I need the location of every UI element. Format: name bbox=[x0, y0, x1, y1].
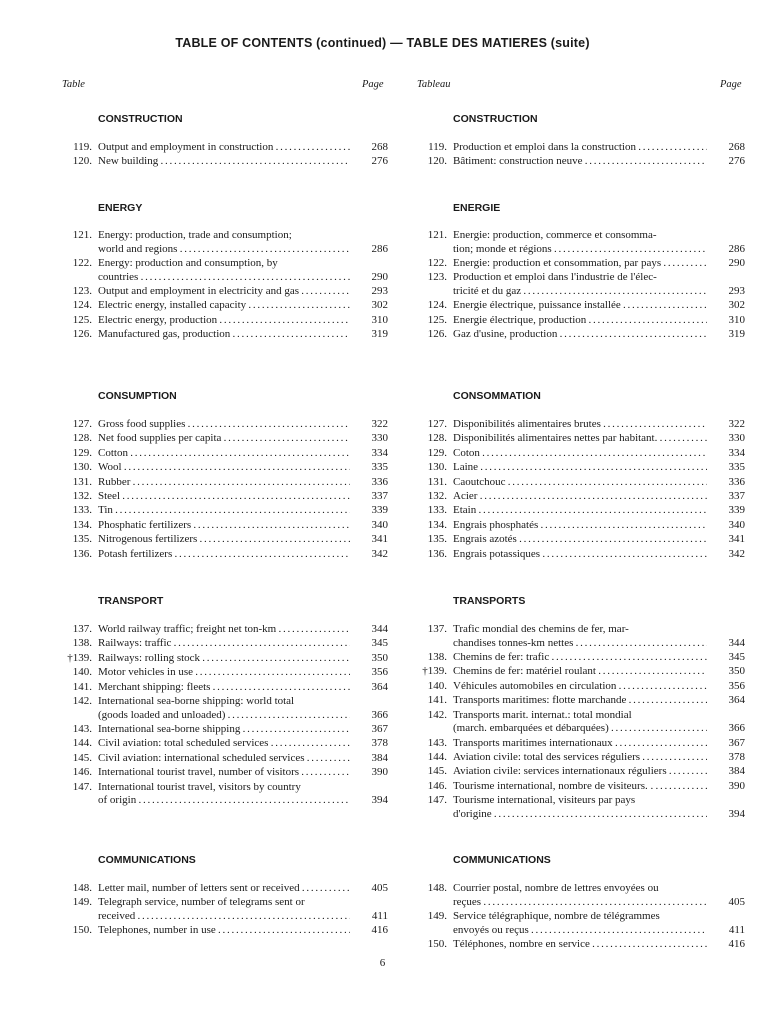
entry-title-line: Electric energy, installed capacity . . . bbox=[98, 299, 350, 313]
toc-entry[interactable] bbox=[417, 694, 745, 708]
entry-list bbox=[417, 623, 745, 822]
entry-title-line: Nitrogenous fertilizers . . . bbox=[98, 533, 350, 547]
entry-title-line: Production et emploi dans la construction . . . bbox=[453, 141, 707, 155]
toc-entry[interactable] bbox=[417, 533, 745, 547]
table-number: 144. bbox=[72, 737, 92, 750]
page-ref: 339 bbox=[728, 504, 745, 517]
entry-title-line: Aviation civile: services internationaux réguliers . . . bbox=[453, 765, 707, 779]
page-ref: 335 bbox=[728, 461, 745, 474]
toc-entry[interactable] bbox=[417, 751, 745, 765]
entry-title-line: Output and employment in construction . . . bbox=[98, 141, 350, 155]
table-number: 127. bbox=[427, 418, 447, 430]
page-ref: 290 bbox=[371, 270, 388, 283]
page-ref: 340 bbox=[371, 518, 388, 531]
toc-entry[interactable] bbox=[62, 314, 388, 328]
entry-list bbox=[417, 882, 745, 952]
table-number: 143. bbox=[72, 722, 92, 735]
table-number: 138. bbox=[427, 650, 447, 663]
table-number: 148. bbox=[427, 882, 447, 894]
table-number: 120. bbox=[72, 155, 92, 168]
page-ref: 339 bbox=[371, 504, 388, 517]
entry-title-line: Trafic mondial des chemins de fer, mar- bbox=[453, 623, 629, 635]
table-number: 145. bbox=[72, 751, 92, 764]
entry-title-line: reçues . . . bbox=[453, 896, 707, 910]
page-ref: 384 bbox=[371, 751, 388, 764]
entry-title-line: Transports maritimes: flotte marchande . . . bbox=[453, 694, 707, 708]
toc-entry[interactable] bbox=[62, 447, 388, 461]
entry-title-line: Telephones, number in use . . . bbox=[98, 924, 350, 938]
toc-entry[interactable] bbox=[417, 418, 745, 432]
page-ref: 310 bbox=[728, 313, 745, 326]
page-ref: 268 bbox=[728, 141, 745, 153]
toc-entry[interactable] bbox=[62, 229, 388, 256]
table-number: 130. bbox=[72, 461, 92, 474]
table-number: 145. bbox=[427, 765, 447, 778]
section-heading: COMMUNICATIONS bbox=[98, 854, 196, 866]
page-ref: 302 bbox=[728, 299, 745, 312]
entry-title-line: New building . . . bbox=[98, 155, 350, 169]
entry-title-line: tion; monde et régions . . . bbox=[453, 243, 707, 257]
section-heading: COMMUNICATIONS bbox=[453, 854, 551, 866]
page-ref: 367 bbox=[728, 736, 745, 749]
entry-title-line: Electric energy, production . . . bbox=[98, 314, 350, 328]
table-number: 146. bbox=[427, 779, 447, 792]
page-ref: 394 bbox=[371, 794, 388, 807]
toc-entry[interactable] bbox=[62, 490, 388, 504]
page-ref: 319 bbox=[371, 328, 388, 341]
table-number: 137. bbox=[72, 623, 92, 635]
page-ref: 290 bbox=[728, 256, 745, 269]
entry-title-line: tricité et du gaz . . . bbox=[453, 285, 707, 299]
page-ref: 378 bbox=[728, 750, 745, 763]
page-ref: 341 bbox=[728, 533, 745, 546]
entry-title-line: Courrier postal, nombre de lettres envoyées ou bbox=[453, 882, 659, 894]
entry-title-line: Transports maritimes internationaux . . . bbox=[453, 737, 707, 751]
entry-title-line: International sea-borne shipping . . . bbox=[98, 723, 350, 737]
table-number: 132. bbox=[72, 489, 92, 502]
page-ref: 411 bbox=[371, 909, 388, 922]
page-ref: 366 bbox=[728, 722, 745, 735]
entry-title-line: Railways: traffic . . . bbox=[98, 637, 350, 651]
toc-entry[interactable] bbox=[417, 737, 745, 751]
page-ref: 322 bbox=[371, 418, 388, 430]
table-number: 144. bbox=[427, 750, 447, 763]
toc-entry[interactable] bbox=[417, 548, 745, 562]
entry-title-line: Potash fertilizers . . . bbox=[98, 548, 350, 562]
page-ref: 302 bbox=[371, 299, 388, 312]
toc-entry[interactable] bbox=[417, 229, 745, 256]
entry-list bbox=[62, 882, 388, 939]
entry-title-line: Net food supplies per capita . . . bbox=[98, 432, 350, 446]
section-heading: ENERGY bbox=[98, 202, 143, 214]
entry-list bbox=[62, 229, 388, 343]
toc-entry[interactable] bbox=[62, 623, 388, 637]
toc-entry[interactable] bbox=[417, 504, 745, 518]
page-ref: 336 bbox=[728, 475, 745, 488]
toc-entry[interactable] bbox=[62, 882, 388, 896]
toc-entry[interactable] bbox=[62, 766, 388, 780]
toc-entry[interactable] bbox=[62, 896, 388, 923]
page-ref: 411 bbox=[728, 923, 745, 936]
entry-title-line: chandises tonnes-km nettes . . . bbox=[453, 637, 707, 651]
toc-entry[interactable] bbox=[417, 623, 745, 650]
page-ref: 334 bbox=[728, 446, 745, 459]
toc-entry[interactable] bbox=[62, 299, 388, 313]
page-ref: 364 bbox=[371, 680, 388, 693]
toc-entry[interactable] bbox=[417, 665, 745, 679]
entry-title-line: Civil aviation: total scheduled services . . . bbox=[98, 737, 350, 751]
page-ref: 276 bbox=[371, 155, 388, 168]
table-number: 133. bbox=[72, 504, 92, 517]
table-number: 132. bbox=[427, 489, 447, 502]
page-ref: 345 bbox=[371, 637, 388, 650]
table-number: 122. bbox=[72, 256, 92, 269]
entry-title-line: Energie électrique, production . . . bbox=[453, 314, 707, 328]
page-ref: 293 bbox=[371, 284, 388, 297]
toc-entry[interactable] bbox=[417, 910, 745, 937]
table-number: 140. bbox=[427, 679, 447, 692]
entry-title-line: world and regions . . . bbox=[98, 243, 350, 257]
table-number: 131. bbox=[427, 475, 447, 488]
entry-title-line: International tourist travel, visitors by country bbox=[98, 780, 301, 793]
table-number: 119. bbox=[73, 141, 92, 153]
page-ref: 342 bbox=[371, 547, 388, 560]
toc-entry[interactable] bbox=[417, 519, 745, 533]
entry-title-line: Energy: production and consumption, by bbox=[98, 256, 278, 269]
toc-entry[interactable] bbox=[417, 314, 745, 328]
toc-entry[interactable] bbox=[62, 328, 388, 342]
toc-entry[interactable] bbox=[62, 681, 388, 695]
table-number: 149. bbox=[427, 909, 447, 922]
page-ref: 416 bbox=[371, 924, 388, 937]
entry-title-line: Coton . . . bbox=[453, 447, 707, 461]
table-number: 126. bbox=[427, 328, 447, 341]
entry-title-line: Letter mail, number of letters sent or received . . . bbox=[98, 882, 350, 896]
table-number: 146. bbox=[72, 766, 92, 779]
page-ref: 344 bbox=[371, 623, 388, 635]
entry-title-line: Transports marit. internat.: total mondial bbox=[453, 708, 632, 721]
table-number: 150. bbox=[72, 924, 92, 937]
toc-entry[interactable] bbox=[62, 533, 388, 547]
entry-list bbox=[417, 418, 745, 562]
toc-entry[interactable] bbox=[62, 723, 388, 737]
entry-title-line: Acier . . . bbox=[453, 490, 707, 504]
entry-title-line: (goods loaded and unloaded) . . . bbox=[98, 709, 350, 723]
page-ref: 330 bbox=[371, 432, 388, 445]
table-number: 119. bbox=[428, 141, 447, 153]
page-ref: 268 bbox=[371, 141, 388, 153]
section-heading: TRANSPORT bbox=[98, 595, 164, 607]
page-ref: 394 bbox=[728, 807, 745, 820]
toc-entry[interactable] bbox=[417, 490, 745, 504]
toc-entry[interactable] bbox=[62, 476, 388, 490]
entry-title-line: Bâtiment: construction neuve . . . bbox=[453, 155, 707, 169]
table-number: †139. bbox=[422, 665, 447, 678]
entry-title-line: Rubber . . . bbox=[98, 476, 350, 490]
table-number: 149. bbox=[72, 896, 92, 909]
entry-title-line: Disponibilités alimentaires nettes par habitant. . . . bbox=[453, 432, 707, 446]
page-ref: 350 bbox=[371, 651, 388, 664]
page-ref: 276 bbox=[728, 155, 745, 168]
entry-title-line: Wool . . . bbox=[98, 461, 350, 475]
toc-entry[interactable] bbox=[417, 447, 745, 461]
table-number: 128. bbox=[72, 432, 92, 445]
table-number: 138. bbox=[72, 637, 92, 650]
page-ref: 367 bbox=[371, 722, 388, 735]
page-ref: 416 bbox=[728, 937, 745, 950]
toc-entry[interactable] bbox=[62, 548, 388, 562]
page-ref: 342 bbox=[728, 547, 745, 560]
toc-entry[interactable] bbox=[62, 432, 388, 446]
page-ref: 335 bbox=[371, 461, 388, 474]
page-ref: 378 bbox=[371, 737, 388, 750]
table-number: 131. bbox=[72, 475, 92, 488]
page-ref: 405 bbox=[728, 895, 745, 908]
toc-entry[interactable] bbox=[417, 680, 745, 694]
entry-title-line: Gross food supplies . . . bbox=[98, 418, 350, 432]
entry-list bbox=[62, 141, 388, 170]
table-number: 129. bbox=[72, 446, 92, 459]
entry-list bbox=[62, 418, 388, 562]
section-heading: ENERGIE bbox=[453, 202, 501, 214]
entry-title-line: Motor vehicles in use . . . bbox=[98, 666, 350, 680]
entry-title-line: Energie: production, commerce et consomma- bbox=[453, 229, 657, 241]
table-number: 127. bbox=[72, 418, 92, 430]
section-heading: CONSUMPTION bbox=[98, 390, 177, 402]
col-header-page-en: Page bbox=[362, 79, 384, 90]
page-ref: 340 bbox=[728, 518, 745, 531]
toc-entry[interactable] bbox=[62, 285, 388, 299]
toc-entry[interactable] bbox=[62, 924, 388, 938]
entry-title-line: Engrais azotés . . . bbox=[453, 533, 707, 547]
toc-entry[interactable] bbox=[417, 271, 745, 298]
toc-entry[interactable] bbox=[62, 637, 388, 651]
entry-title-line: Téléphones, nombre en service . . . bbox=[453, 938, 707, 952]
table-number: 134. bbox=[427, 518, 447, 531]
toc-entry[interactable] bbox=[62, 695, 388, 722]
toc-entry[interactable] bbox=[417, 794, 745, 821]
table-number: 133. bbox=[427, 504, 447, 517]
toc-entry[interactable] bbox=[417, 257, 745, 271]
section-heading: CONSTRUCTION bbox=[453, 113, 538, 125]
entry-title-line: International sea-borne shipping: world total bbox=[98, 694, 295, 707]
toc-entry[interactable] bbox=[417, 938, 745, 952]
entry-title-line: Chemins de fer: matériel roulant . . . bbox=[453, 665, 707, 679]
table-number: 121. bbox=[427, 229, 447, 241]
entry-title-line: Service télégraphique, nombre de télégrammes bbox=[453, 909, 660, 922]
table-number: 123. bbox=[427, 271, 447, 284]
toc-entry[interactable] bbox=[62, 752, 388, 766]
entry-title-line: Tourisme international, nombre de visiteurs. . . . . bbox=[453, 780, 707, 794]
table-number: 147. bbox=[427, 794, 447, 807]
toc-entry[interactable] bbox=[417, 780, 745, 794]
table-number: 122. bbox=[427, 256, 447, 269]
entry-title-line: Cotton . . . bbox=[98, 447, 350, 461]
toc-entry[interactable] bbox=[62, 141, 388, 155]
table-number: 135. bbox=[427, 533, 447, 546]
table-number: 136. bbox=[72, 547, 92, 560]
page-ref: 356 bbox=[728, 679, 745, 692]
entry-title-line: countries . . . bbox=[98, 271, 350, 285]
entry-title-line: Chemins de fer: trafic . . . bbox=[453, 651, 707, 665]
page-ref: 322 bbox=[728, 418, 745, 430]
page-ref: 319 bbox=[728, 328, 745, 341]
toc-entry[interactable] bbox=[62, 504, 388, 518]
toc-entry[interactable] bbox=[62, 666, 388, 680]
table-number: 124. bbox=[427, 299, 447, 312]
table-number: 141. bbox=[427, 694, 447, 707]
table-number: 125. bbox=[427, 313, 447, 326]
toc-entry[interactable] bbox=[417, 155, 745, 169]
entry-title-line: Energie: production et consommation, par pays . . . bbox=[453, 257, 707, 271]
table-number: 148. bbox=[72, 882, 92, 894]
page-ref: 384 bbox=[728, 765, 745, 778]
table-number: 141. bbox=[72, 680, 92, 693]
table-number: 142. bbox=[427, 708, 447, 721]
entry-title-line: Véhicules automobiles en circulation . . . bbox=[453, 680, 707, 694]
entry-title-line: World railway traffic; freight net ton-km . . . bbox=[98, 623, 350, 637]
toc-entry[interactable] bbox=[417, 651, 745, 665]
table-number: 123. bbox=[72, 284, 92, 297]
page-ref: 310 bbox=[371, 313, 388, 326]
toc-entry[interactable] bbox=[417, 141, 745, 155]
page-ref: 405 bbox=[371, 882, 388, 894]
table-number: 150. bbox=[427, 937, 447, 950]
table-number: 120. bbox=[427, 155, 447, 168]
page-ref: 366 bbox=[371, 708, 388, 721]
page-ref: 341 bbox=[371, 533, 388, 546]
page-ref: 334 bbox=[371, 446, 388, 459]
toc-entry[interactable] bbox=[417, 328, 745, 342]
entry-title-line: Output and employment in electricity and gas . . . bbox=[98, 285, 350, 299]
page-ref: 337 bbox=[728, 489, 745, 502]
entry-list bbox=[417, 141, 745, 170]
toc-entry[interactable] bbox=[62, 461, 388, 475]
page-ref: 390 bbox=[728, 779, 745, 792]
page-ref: 337 bbox=[371, 489, 388, 502]
toc-entry[interactable] bbox=[417, 709, 745, 736]
table-number: 140. bbox=[72, 666, 92, 679]
entry-list bbox=[417, 229, 745, 343]
toc-entry[interactable] bbox=[417, 432, 745, 446]
toc-entry[interactable] bbox=[417, 299, 745, 313]
entry-title-line: Railways: rolling stock . . . bbox=[98, 652, 350, 666]
toc-entry[interactable] bbox=[417, 476, 745, 490]
table-number: 134. bbox=[72, 518, 92, 531]
entry-title-line: International tourist travel, number of visitors . . . bbox=[98, 766, 350, 780]
entry-title-line: d'origine . . . bbox=[453, 808, 707, 822]
table-number: 121. bbox=[72, 229, 92, 241]
entry-title-line: Engrais phosphatés . . . bbox=[453, 519, 707, 533]
table-number: 137. bbox=[427, 623, 447, 635]
table-number: 129. bbox=[427, 446, 447, 459]
toc-entry[interactable] bbox=[62, 257, 388, 284]
toc-entry[interactable] bbox=[62, 737, 388, 751]
section-heading: CONSOMMATION bbox=[453, 390, 541, 402]
entry-list bbox=[62, 623, 388, 808]
page-title: TABLE OF CONTENTS (continued) — TABLE DES MATIERES (suite) bbox=[175, 36, 590, 50]
table-number: †139. bbox=[67, 651, 92, 664]
toc-entry[interactable] bbox=[62, 781, 388, 808]
entry-title-line: received . . . bbox=[98, 910, 350, 924]
page-ref: 330 bbox=[728, 432, 745, 445]
table-number: 136. bbox=[427, 547, 447, 560]
page-number: 6 bbox=[379, 957, 386, 969]
col-header-tableau: Tableau bbox=[417, 79, 451, 90]
entry-title-line: Tourisme international, visiteurs par pays bbox=[453, 794, 636, 807]
table-number: 130. bbox=[427, 461, 447, 474]
table-number: 126. bbox=[72, 328, 92, 341]
col-header-page-fr: Page bbox=[720, 79, 742, 90]
col-header-table: Table bbox=[62, 79, 85, 90]
page-ref: 344 bbox=[728, 636, 745, 649]
toc-entry[interactable] bbox=[62, 418, 388, 432]
page-ref: 345 bbox=[728, 650, 745, 663]
entry-title-line: Disponibilités alimentaires brutes . . . bbox=[453, 418, 707, 432]
table-number: 142. bbox=[72, 694, 92, 707]
toc-entry[interactable] bbox=[62, 155, 388, 169]
page-ref: 336 bbox=[371, 475, 388, 488]
table-number: 128. bbox=[427, 432, 447, 445]
page-ref: 286 bbox=[728, 242, 745, 255]
table-number: 147. bbox=[72, 780, 92, 793]
entry-title-line: Aviation civile: total des services réguliers . . . bbox=[453, 751, 707, 765]
entry-title-line: Phosphatic fertilizers . . . bbox=[98, 519, 350, 533]
entry-title-line: Manufactured gas, production . . . bbox=[98, 328, 350, 342]
entry-title-line: Telegraph service, number of telegrams sent or bbox=[98, 896, 305, 909]
page-ref: 364 bbox=[728, 694, 745, 707]
table-number: 125. bbox=[72, 313, 92, 326]
entry-title-line: Steel . . . bbox=[98, 490, 350, 504]
page-ref: 356 bbox=[371, 666, 388, 679]
page-ref: 390 bbox=[371, 766, 388, 779]
page-ref: 286 bbox=[371, 242, 388, 255]
toc-entry[interactable] bbox=[417, 882, 745, 909]
toc-entry[interactable] bbox=[62, 519, 388, 533]
entry-title-line: (march. embarquées et débarquées) . . . bbox=[453, 722, 707, 736]
table-number: 135. bbox=[72, 533, 92, 546]
table-number: 124. bbox=[72, 299, 92, 312]
entry-title-line: Engrais potassiques . . . bbox=[453, 548, 707, 562]
entry-title-line: Caoutchouc . . . bbox=[453, 476, 707, 490]
section-heading: CONSTRUCTION bbox=[98, 113, 183, 125]
entry-title-line: of origin . . . bbox=[98, 794, 350, 808]
entry-title-line: envoyés ou reçus . . . bbox=[453, 924, 707, 938]
table-number: 143. bbox=[427, 736, 447, 749]
toc-entry[interactable] bbox=[417, 461, 745, 475]
toc-entry[interactable] bbox=[62, 652, 388, 666]
entry-title-line: Civil aviation: international scheduled services . . . bbox=[98, 752, 350, 766]
section-heading: TRANSPORTS bbox=[453, 595, 526, 607]
entry-title-line: Merchant shipping: fleets . . . bbox=[98, 681, 350, 695]
entry-title-line: Etain . . . bbox=[453, 504, 707, 518]
entry-title-line: Production et emploi dans l'industrie de l'élec- bbox=[453, 271, 657, 284]
page-ref: 350 bbox=[728, 665, 745, 678]
entry-title-line: Energie électrique, puissance installée . . . bbox=[453, 299, 707, 313]
toc-entry[interactable] bbox=[417, 765, 745, 779]
page-ref: 293 bbox=[728, 284, 745, 297]
entry-title-line: Tin . . . bbox=[98, 504, 350, 518]
entry-title-line: Gaz d'usine, production . . . bbox=[453, 328, 707, 342]
entry-title-line: Laine . . . bbox=[453, 461, 707, 475]
entry-title-line: Energy: production, trade and consumption; bbox=[98, 229, 292, 241]
